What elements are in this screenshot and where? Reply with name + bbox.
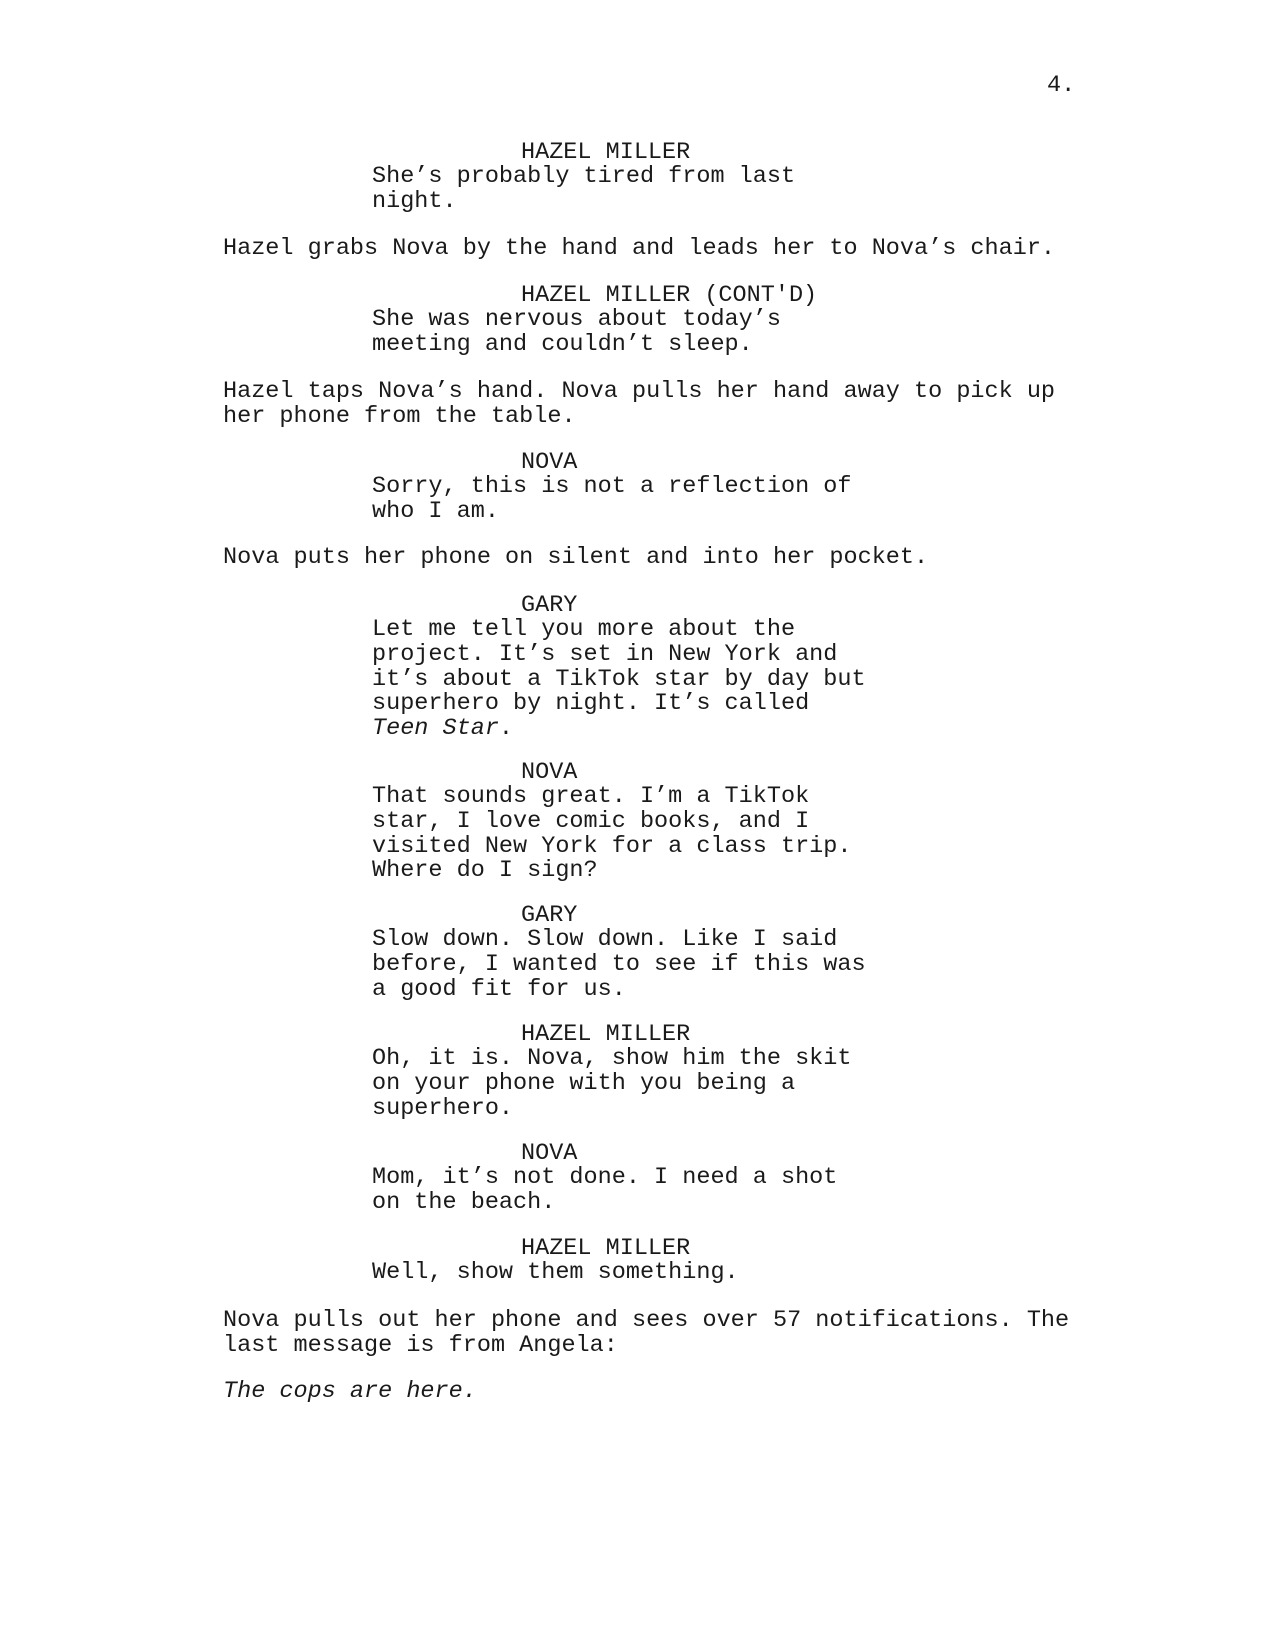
dialogue: Slow down. Slow down. Like I said before, I wanted to see if this was a good fit for us. bbox=[372, 926, 866, 1003]
action-line: Nova puts her phone on silent and into her pocket. bbox=[223, 544, 929, 571]
character-cue: NOVA bbox=[521, 1140, 578, 1167]
dialogue: She was nervous about today’s meeting and couldn’t sleep. bbox=[372, 306, 781, 358]
action-line: Hazel taps Nova’s hand. Nova pulls her hand away to pick up her phone from the table. bbox=[223, 378, 1056, 430]
character-cue: HAZEL MILLER (CONT'D) bbox=[521, 282, 818, 309]
project-title: Teen Star bbox=[372, 715, 499, 743]
character-cue: HAZEL MILLER bbox=[521, 1235, 691, 1262]
action-line: Nova pulls out her phone and sees over 57 notifications. The last message is from Angela: bbox=[223, 1307, 1070, 1359]
character-cue: GARY bbox=[521, 902, 578, 929]
text-message: The cops are here. bbox=[223, 1378, 477, 1405]
dialogue-end: . bbox=[498, 715, 514, 743]
dialogue: She’s probably tired from last night. bbox=[372, 163, 796, 215]
character-cue: NOVA bbox=[521, 759, 578, 786]
dialogue: Sorry, this is not a reflection of who I am. bbox=[372, 473, 852, 525]
page-number: 4. bbox=[1047, 72, 1076, 99]
dialogue bbox=[372, 618, 866, 742]
dialogue: That sounds great. I’m a TikTok star, I love comic books, and I visited New York for a class trip. Where do I sign? bbox=[372, 783, 852, 885]
action-line: Hazel grabs Nova by the hand and leads her to Nova’s chair. bbox=[223, 235, 1056, 262]
character-cue: HAZEL MILLER bbox=[521, 139, 691, 166]
dialogue: Mom, it’s not done. I need a shot on the beach. bbox=[372, 1164, 838, 1216]
character-cue: NOVA bbox=[521, 449, 578, 476]
dialogue: Well, show them something. bbox=[372, 1259, 739, 1286]
dialogue: Oh, it is. Nova, show him the skit on your phone with you being a superhero. bbox=[372, 1045, 852, 1122]
dialogue-text: Let me tell you more about the project. It’s set in New York and it’s about a TikTok star by day but superhero by night. It’s called bbox=[372, 616, 866, 718]
character-cue: HAZEL MILLER bbox=[521, 1021, 691, 1048]
character-cue: GARY bbox=[521, 592, 578, 619]
